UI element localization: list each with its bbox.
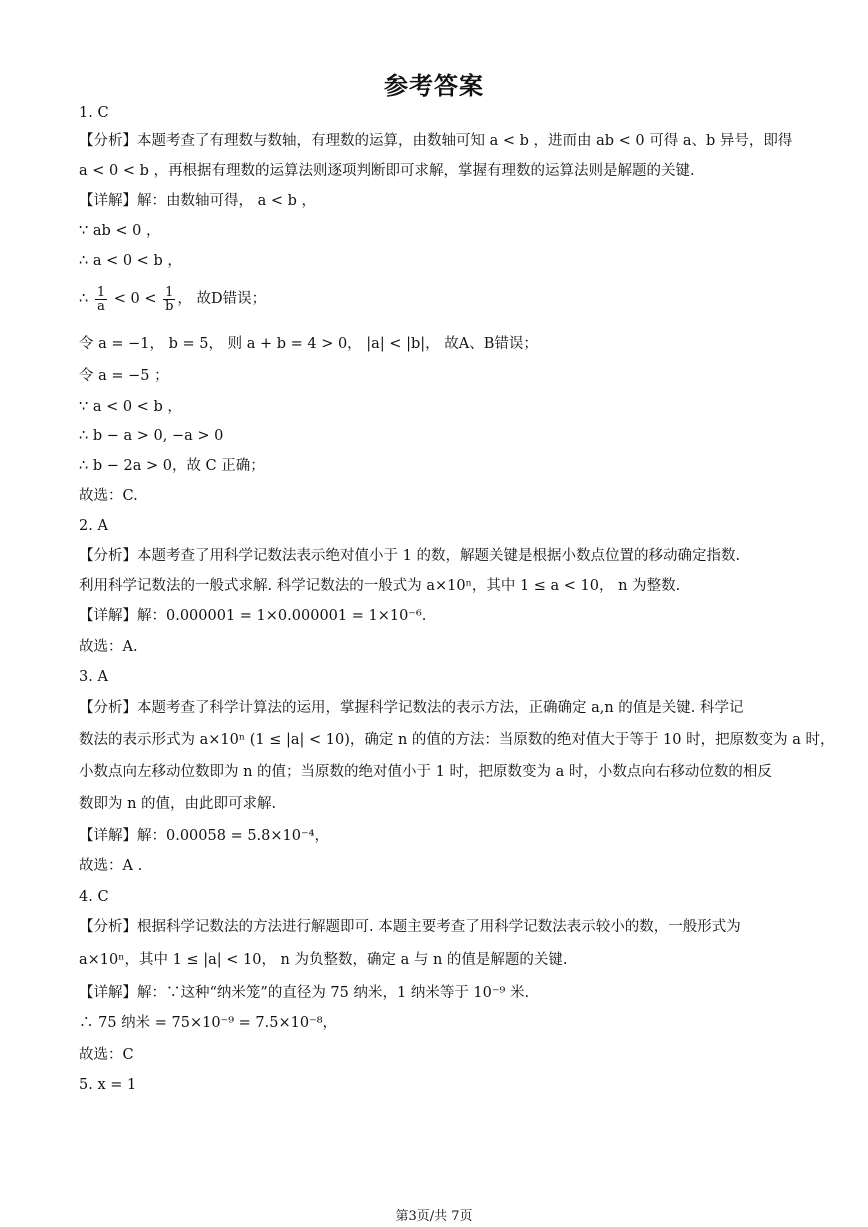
fraction-middle: < 0 <	[109, 291, 162, 307]
fraction-denominator: b	[165, 298, 174, 314]
text-line: 令 a = −1， b = 5， 则 a + b = 4 > 0， |a| < |b|， 故A、B错误；	[79, 336, 538, 352]
text-line: 利用科学记数法的一般式求解. 科学记数法的一般式为 a×10ⁿ，其中 1 ≤ a < 10， n 为整数.	[79, 578, 681, 594]
text-line: ∵ ab < 0 ，	[79, 223, 161, 239]
text-line: 【分析】本题考查了用科学记数法表示绝对值小于 1 的数，解题关键是根据小数点位置的移动确定指数.	[79, 548, 741, 564]
text-line: ∴ b − 2a > 0，故 C 正确；	[79, 458, 265, 474]
text-line: 【分析】根据科学记数法的方法进行解题即可. 本题主要考查了用科学记数法表示较小的数，一般形式为	[79, 919, 741, 935]
text-line: 【详解】解：∵这种“纳米笼”的直径为 75 纳米，1 纳米等于 10⁻⁹ 米.	[79, 985, 530, 1001]
text-line: a×10ⁿ，其中 1 ≤ |a| < 10， n 为负整数，确定 a 与 n 的值是解题的关键.	[79, 952, 568, 968]
fraction-suffix: ， 故D错误；	[177, 291, 267, 307]
text-line: 【分析】本题考查了科学计算法的运用，掌握科学记数法的表示方法，正确确定 a,n 的值是关键. 科学记	[79, 700, 744, 716]
fraction-denominator: a	[97, 298, 105, 314]
text-line: 数即为 n 的值，由此即可求解.	[79, 796, 277, 812]
text-line: 【分析】本题考查了有理数与数轴，有理数的运算，由数轴可知 a < b ，进而由 ab < 0 可得 a、b 异号，即得	[79, 133, 793, 149]
text-line: 【详解】解：0.00058 = 5.8×10⁻⁴，	[79, 828, 329, 844]
text-line: ∴ 75 纳米 = 75×10⁻⁹ = 7.5×10⁻⁸，	[79, 1015, 338, 1031]
fraction-numerator: 1	[96, 284, 106, 300]
text-line: 故选：A .	[79, 858, 143, 874]
text-line: 2. A	[79, 518, 108, 534]
text-line: 1. C	[79, 105, 109, 121]
text-line: 3. A	[79, 669, 108, 685]
text-line: 【详解】解：0.000001 = 1×0.000001 = 1×10⁻⁶.	[79, 608, 427, 624]
fraction-numerator: 1	[163, 286, 175, 300]
fraction-one-over-a	[95, 286, 107, 313]
text-line: 故选：C	[79, 1047, 134, 1063]
page-footer: 第3页/共 7页	[395, 1209, 473, 1224]
text-line: 4. C	[79, 889, 109, 905]
text-line: 【详解】解：由数轴可得， a < b ，	[79, 193, 317, 209]
text-line: 故选：A.	[79, 639, 138, 655]
fraction-line	[79, 284, 798, 314]
text-line: 5. x = 1	[79, 1077, 137, 1093]
text-line: 故选：C.	[79, 488, 138, 504]
text-line: 小数点向左移动位数即为 n 的值；当原数的绝对值小于 1 时，把原数变为 a 时，小数点向右移动位数的相反	[79, 764, 772, 780]
text-line: ∴ b − a > 0, −a > 0	[79, 428, 224, 444]
fraction-prefix: ∴	[79, 291, 93, 307]
text-line: a < 0 < b ，再根据有理数的运算法则逐项判断即可求解，掌握有理数的运算法则是解题的关键.	[79, 163, 695, 179]
text-line: 数法的表示形式为 a×10ⁿ (1 ≤ |a| < 10)，确定 n 的值的方法：当原数的绝对值大于等于 10 时，把原数变为 a 时，	[79, 732, 835, 748]
fraction-one-over-b	[163, 286, 175, 313]
text-line: 令 a = −5 ；	[79, 368, 169, 384]
page-title: 参考答案	[384, 72, 484, 100]
text-line: ∵ a < 0 < b ，	[79, 399, 182, 415]
text-line: ∴ a < 0 < b ，	[79, 253, 182, 269]
